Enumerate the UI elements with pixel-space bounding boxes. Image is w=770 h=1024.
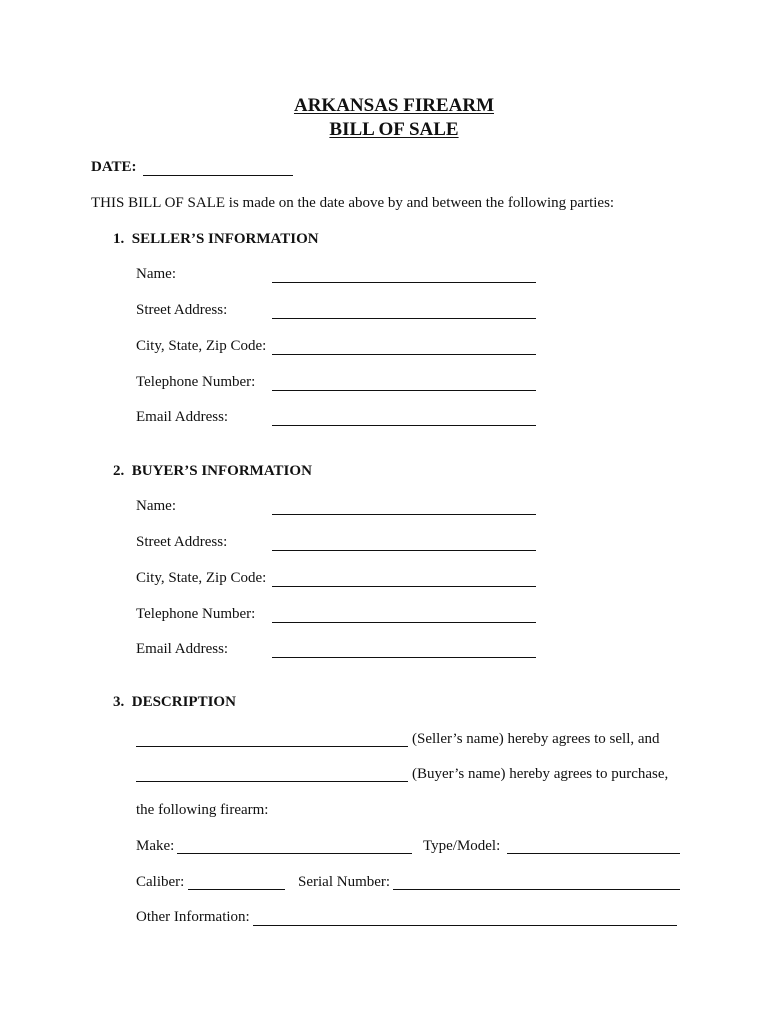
- caliber-blank[interactable]: [188, 889, 285, 890]
- document-title-line1: ARKANSAS FIREARM: [293, 95, 495, 116]
- buyer-street-label: Street Address:: [136, 534, 228, 550]
- buyer-heading: 2. BUYER’S INFORMATION: [113, 463, 312, 479]
- make-label: Make:: [136, 838, 175, 854]
- other-information-blank[interactable]: [253, 925, 677, 926]
- buyer-name-label: Name:: [136, 498, 176, 514]
- date-label: DATE:: [91, 159, 137, 175]
- serial-number-label: Serial Number:: [298, 874, 391, 890]
- document-title-line2: BILL OF SALE: [329, 119, 459, 140]
- seller-name-agreement-blank[interactable]: [136, 746, 408, 747]
- buyer-name-blank[interactable]: [272, 514, 536, 515]
- buyer-email-blank[interactable]: [272, 657, 536, 658]
- intro-text: THIS BILL OF SALE is made on the date above by and between the following parties:: [91, 195, 615, 211]
- buyer-agreement-text: (Buyer’s name) hereby agrees to purchase,: [412, 766, 669, 782]
- buyer-name-agreement-blank[interactable]: [136, 781, 408, 782]
- seller-city-label: City, State, Zip Code:: [136, 338, 267, 354]
- other-information-label: Other Information:: [136, 909, 250, 925]
- seller-city-blank[interactable]: [272, 354, 536, 355]
- seller-email-label: Email Address:: [136, 409, 229, 425]
- seller-name-blank[interactable]: [272, 282, 536, 283]
- seller-street-blank[interactable]: [272, 318, 536, 319]
- seller-phone-label: Telephone Number:: [136, 374, 256, 390]
- serial-number-blank[interactable]: [393, 889, 680, 890]
- caliber-label: Caliber:: [136, 874, 185, 890]
- seller-agreement-text: (Seller’s name) hereby agrees to sell, and: [412, 731, 660, 747]
- buyer-email-label: Email Address:: [136, 641, 229, 657]
- buyer-phone-blank[interactable]: [272, 622, 536, 623]
- seller-phone-blank[interactable]: [272, 390, 536, 391]
- make-blank[interactable]: [177, 853, 412, 854]
- date-blank[interactable]: [143, 175, 293, 176]
- buyer-city-label: City, State, Zip Code:: [136, 570, 267, 586]
- buyer-city-blank[interactable]: [272, 586, 536, 587]
- seller-street-label: Street Address:: [136, 302, 228, 318]
- buyer-phone-label: Telephone Number:: [136, 606, 256, 622]
- seller-name-label: Name:: [136, 266, 176, 282]
- type-model-blank[interactable]: [507, 853, 680, 854]
- following-firearm-text: the following firearm:: [136, 802, 269, 818]
- seller-email-blank[interactable]: [272, 425, 536, 426]
- seller-heading: 1. SELLER’S INFORMATION: [113, 231, 319, 247]
- buyer-street-blank[interactable]: [272, 550, 536, 551]
- description-heading: 3. DESCRIPTION: [113, 694, 236, 710]
- type-model-label: Type/Model:: [423, 838, 501, 854]
